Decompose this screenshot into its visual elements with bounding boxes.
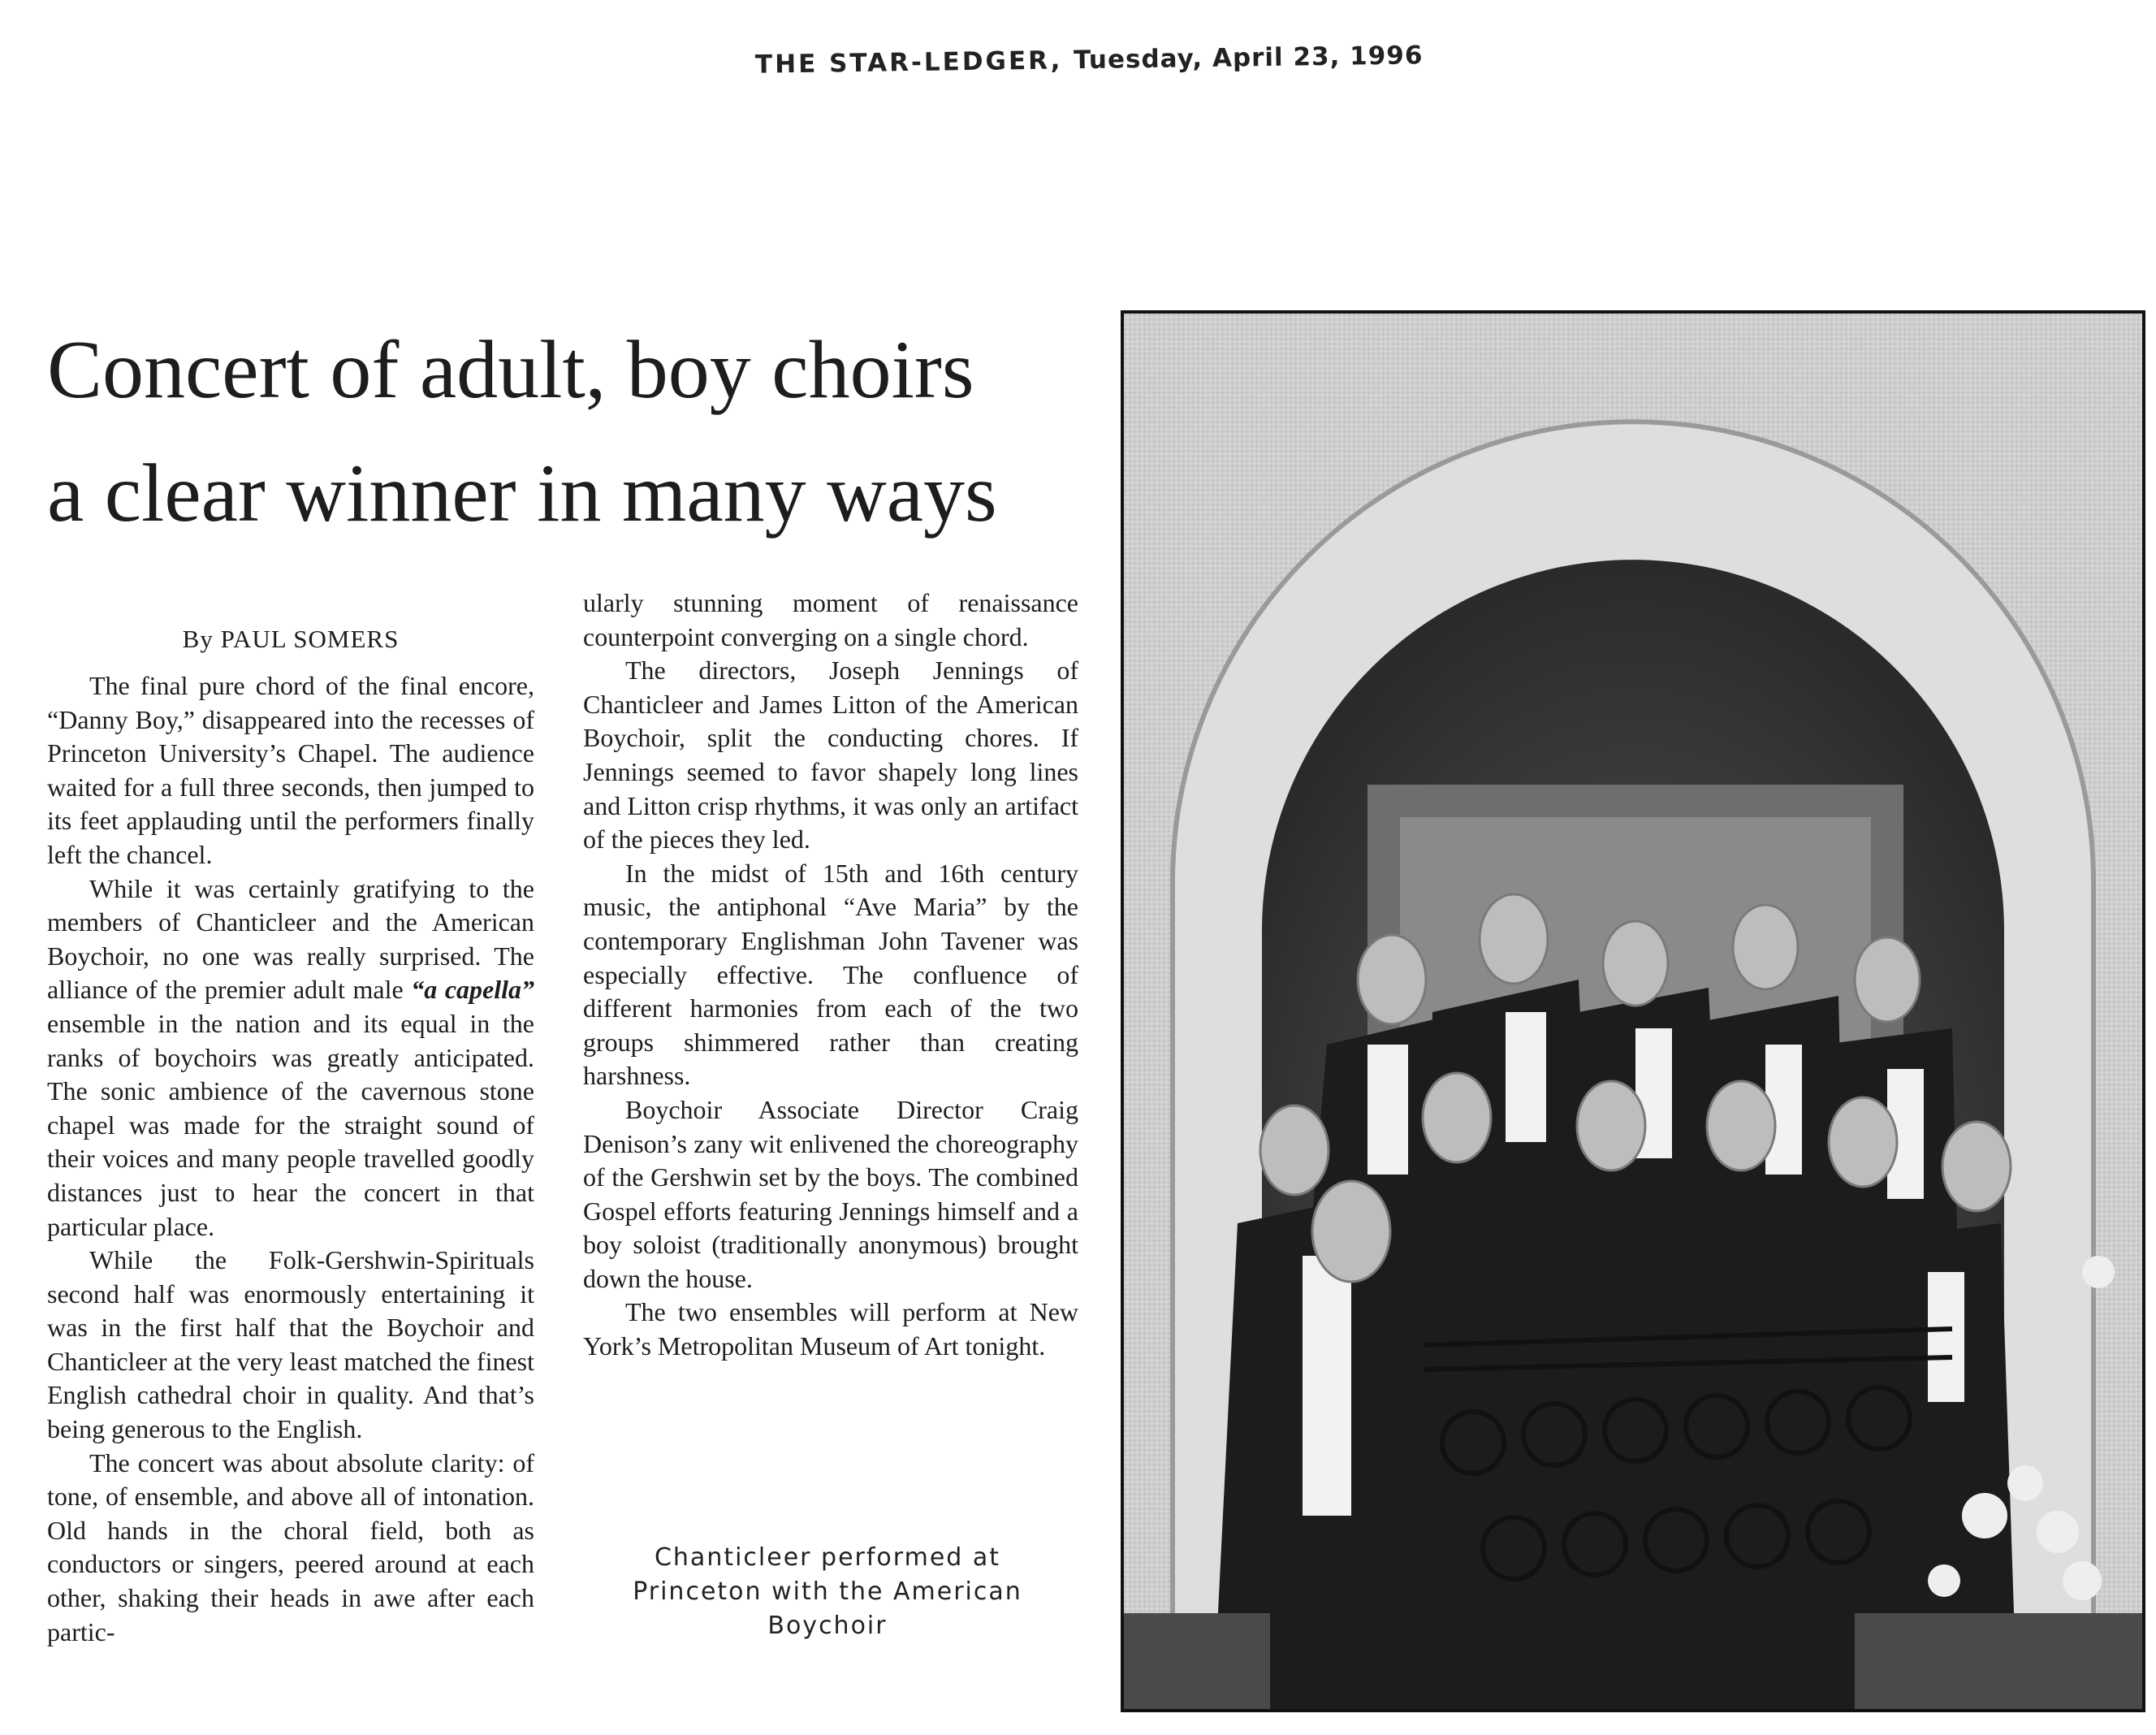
photo-caption: Chanticleer performed at Princeton with the American Boychoir (633, 1543, 1022, 1640)
article-column-2 (583, 586, 1078, 1364)
headline-line-1: Concert of adult, boy choirs (47, 324, 974, 416)
paragraph-text: While it was certainly gratifying to the members of Chanticleer and the American Boychoir, no one was really surprised. The alliance of the premier adult male (47, 873, 534, 1005)
headline-line-2: a clear winner in many ways (47, 448, 997, 539)
photo-illustration (1124, 314, 2142, 1709)
paragraph: Boychoir Associate Director Craig Denison’s zany wit enlivened the choreography of the Gershwin set by the boys. The combined Gospel efforts featuring Jennings himself and a boy soloist (traditionally anonymous) brought down the house. (583, 1094, 1078, 1293)
dateline (755, 41, 1424, 79)
emphasis-a-capella: “a capella” (411, 975, 535, 1005)
paragraph: ularly stunning moment of renaissance counterpoint converging on a single chord. (583, 588, 1078, 651)
paragraph-text: ensemble in the nation and its equal in the ranks of boychoirs was greatly anticipated. The sonic ambience of the cavernous stone chapel was made for the straight sound of their voices and many people travelled goodly distances just to hear the concert in that particular place. (47, 1008, 534, 1241)
paragraph: The concert was about absolute clarity: of tone, of ensemble, and above all of intonation. Old hands in the choral field, both as conductors or singers, peered around at each other, shaking their heads in awe after each partic- (47, 1447, 534, 1646)
choir-photo (1121, 310, 2145, 1712)
article-column-1 (47, 622, 534, 1649)
paragraph: While the Folk-Gershwin-Spirituals second half was enormously entertaining it was in the first half that the Boychoir and Chanticleer at the very least matched the finest English cathedral choir in quality. And that’s being generous to the English. (47, 1245, 534, 1444)
paragraph (47, 872, 534, 1244)
headline (47, 309, 1095, 556)
newspaper-name: THE STAR-LEDGER, (754, 45, 1063, 80)
paragraph: The two ensembles will perform at New York’s Metropolitan Museum of Art tonight. (583, 1297, 1078, 1361)
publication-date: Tuesday, April 23, 1996 (1073, 41, 1424, 76)
byline: By PAUL SOMERS (182, 625, 400, 653)
paragraph: The final pure chord of the final encore, “Danny Boy,” disappeared into the recesses of Princeton University’s Chapel. The audience waited for a full three seconds, then jumped to its feet applauding until the performers finally left the chancel. (47, 671, 534, 869)
paragraph: In the midst of 15th and 16th century music, the antiphonal “Ave Maria” by the contemporary Englishman John Tavener was especially effective. The confluence of different harmonies from each of the two groups shimmered rather than creating harshness. (583, 858, 1078, 1091)
paragraph: The directors, Joseph Jennings of Chanticleer and James Litton of the American Boychoir, split the conducting chores. If Jennings seemed to favor shapely long lines and Litton crisp rhythms, it was only an artifact of the pieces they led. (583, 655, 1078, 855)
